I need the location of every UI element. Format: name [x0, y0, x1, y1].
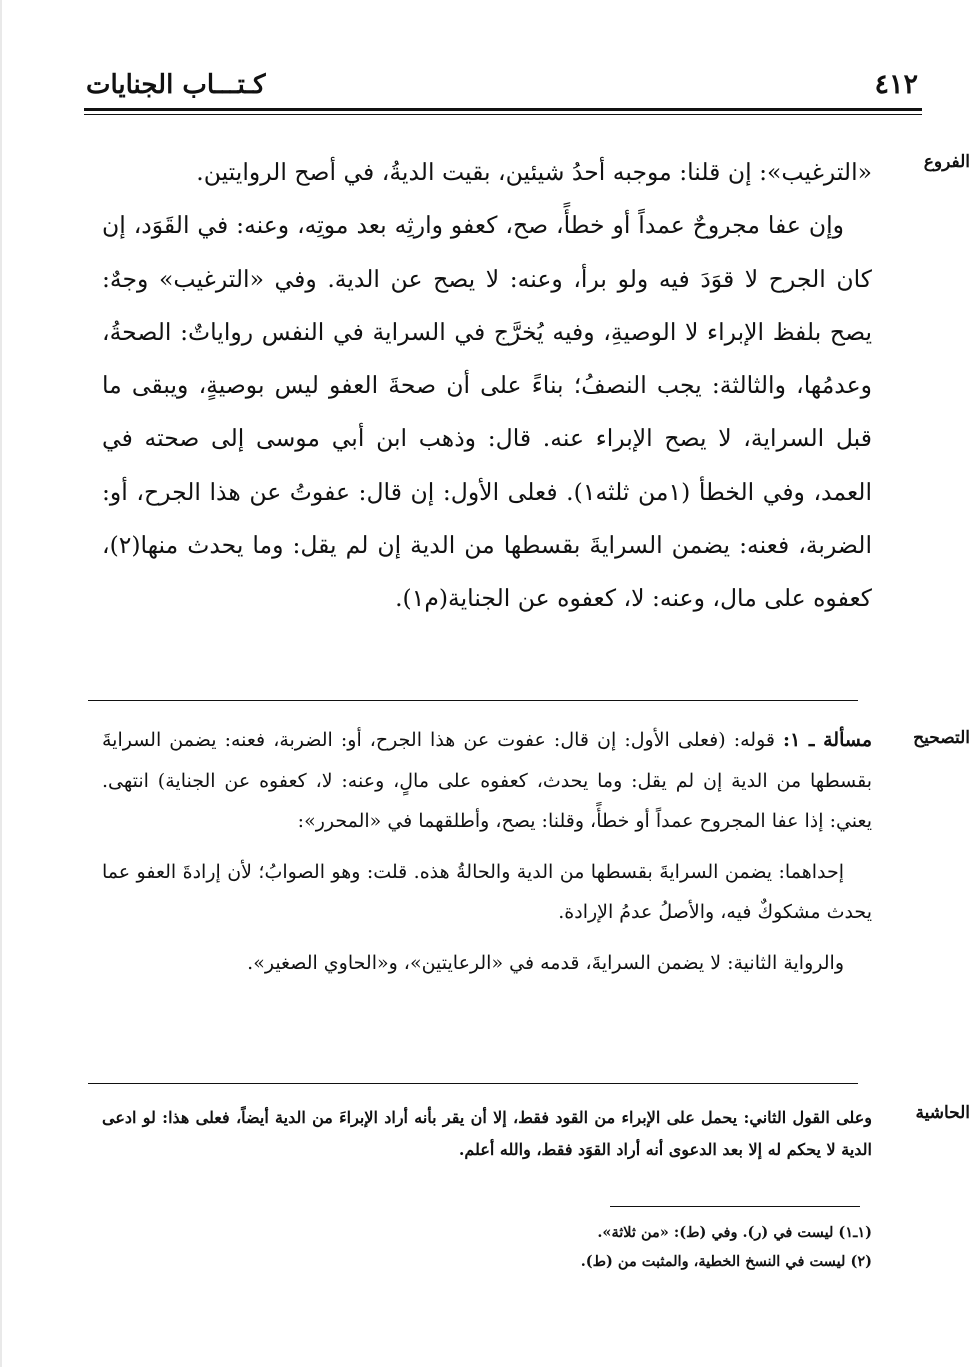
- page-edge: [0, 0, 2, 1367]
- tashih-paragraph: والرواية الثانية: لا يضمن السرايةَ، قدمه في «الرعايتين»، و«الحاوي الصغير».: [247, 951, 844, 974]
- hashiya-label: الحاشية: [915, 1103, 970, 1123]
- footnote-rule: [610, 1206, 860, 1207]
- footnote: (٢) ليست في النسخ الخطية، والمثبت من (ط).: [580, 1253, 872, 1270]
- book-title: كـتـــاب الجنايات: [86, 70, 266, 100]
- section-divider: [88, 1083, 858, 1084]
- tashih-label: التصحيح: [913, 728, 970, 748]
- page-header: [86, 66, 920, 104]
- tashih-paragraph: إحداهما: يضمن السرايةَ بقسطها من الدية والحالةُ هذه. قلت: وهو الصوابُ؛ لأن إرادةَ العفو عما يحدث مشكوكٌ فيه، والأصلُ عدمُ الإرادة.: [102, 860, 872, 923]
- footnote: (١ـ١) ليست في (ر). وفي (ط): «من ثلاثة».: [597, 1224, 872, 1241]
- furu-paragraph: «الترغيب»: إن قلنا: موجبه أحدُ شيئين، بقيت الديةُ، في أصح الروايتين.: [196, 158, 872, 186]
- hashiya-text: [102, 1102, 872, 1166]
- furu-text: [102, 146, 872, 626]
- header-rule-thin: [84, 114, 922, 115]
- furu-paragraph: وإن عفا مجروحٌ عمداً أو خطأً، صح، كعفو وارثِه بعد موتِه، وعنه: في القَوَد، إن كان الجرح لا قوَدَ فيه ولو برأ، وعنه: لا يصح عن الدية. وفي «الترغيب» وجهٌ: يصح بلفظ الإبراء لا الوصيةِ، وفيه يُخرَّج في السراية في النفس رواياتٌ: الصحةُ، وعدمُها، والثالثة: يجب النصفُ؛ بناءً على أن صحةَ العفو ليس بوصيةٍ، ويبقى ما قبل السراية، لا يصح الإبراء عنه. قال: وذهب ابن أبي موسى إلى صحته في العمد، وفي الخطأ (١من ثلثه١). فعلى الأول: إن قال: عفوتُ عن هذا الجرح، أو: الضربة، فعنه: يضمن السرايةَ بقسطها من الدية إن لم يقل: وما يحدث منها(٢)، كعفوه على مال، وعنه: لا، كعفوه عن الجناية(م١).: [102, 211, 873, 613]
- mas-ala-heading: مسألة ـ ١:: [783, 729, 872, 751]
- furu-label: الفروع: [923, 152, 970, 172]
- header-rule: [84, 108, 922, 111]
- page-number: ٤١٢: [874, 69, 918, 100]
- footnotes: [172, 1218, 872, 1276]
- tashih-paragraph-text: قوله: (فعلى الأول: إن قال: عفوت عن هذا الجرح، أو: الضربة، فعنه: يضمن السرايةَ بقسطها من الدية إن لم يقل: وما يحدث، كعفوه على مالٍ، وعنه: لا، كعفوه عن الجناية) انتهى. يعني: إذا عفا المجروح عمداً أو خطأً، وقلنا: يصح، وأطلقهما في «المحرر»:: [102, 729, 872, 832]
- section-divider: [88, 700, 858, 701]
- tashih-text: [102, 720, 872, 993]
- tashih-paragraph: [102, 720, 872, 842]
- hashiya-paragraph: وعلى القول الثاني: يحمل على الإبراء من القود فقط، إلا أن يقر بأنه أراد الإبراءَ من الدية أيضاً، فعلى هذا: لو ادعى الدية لا يحكم له إلا بعد الدعوى أنه أراد القوَد فقط، والله أعلم.: [102, 1108, 872, 1159]
